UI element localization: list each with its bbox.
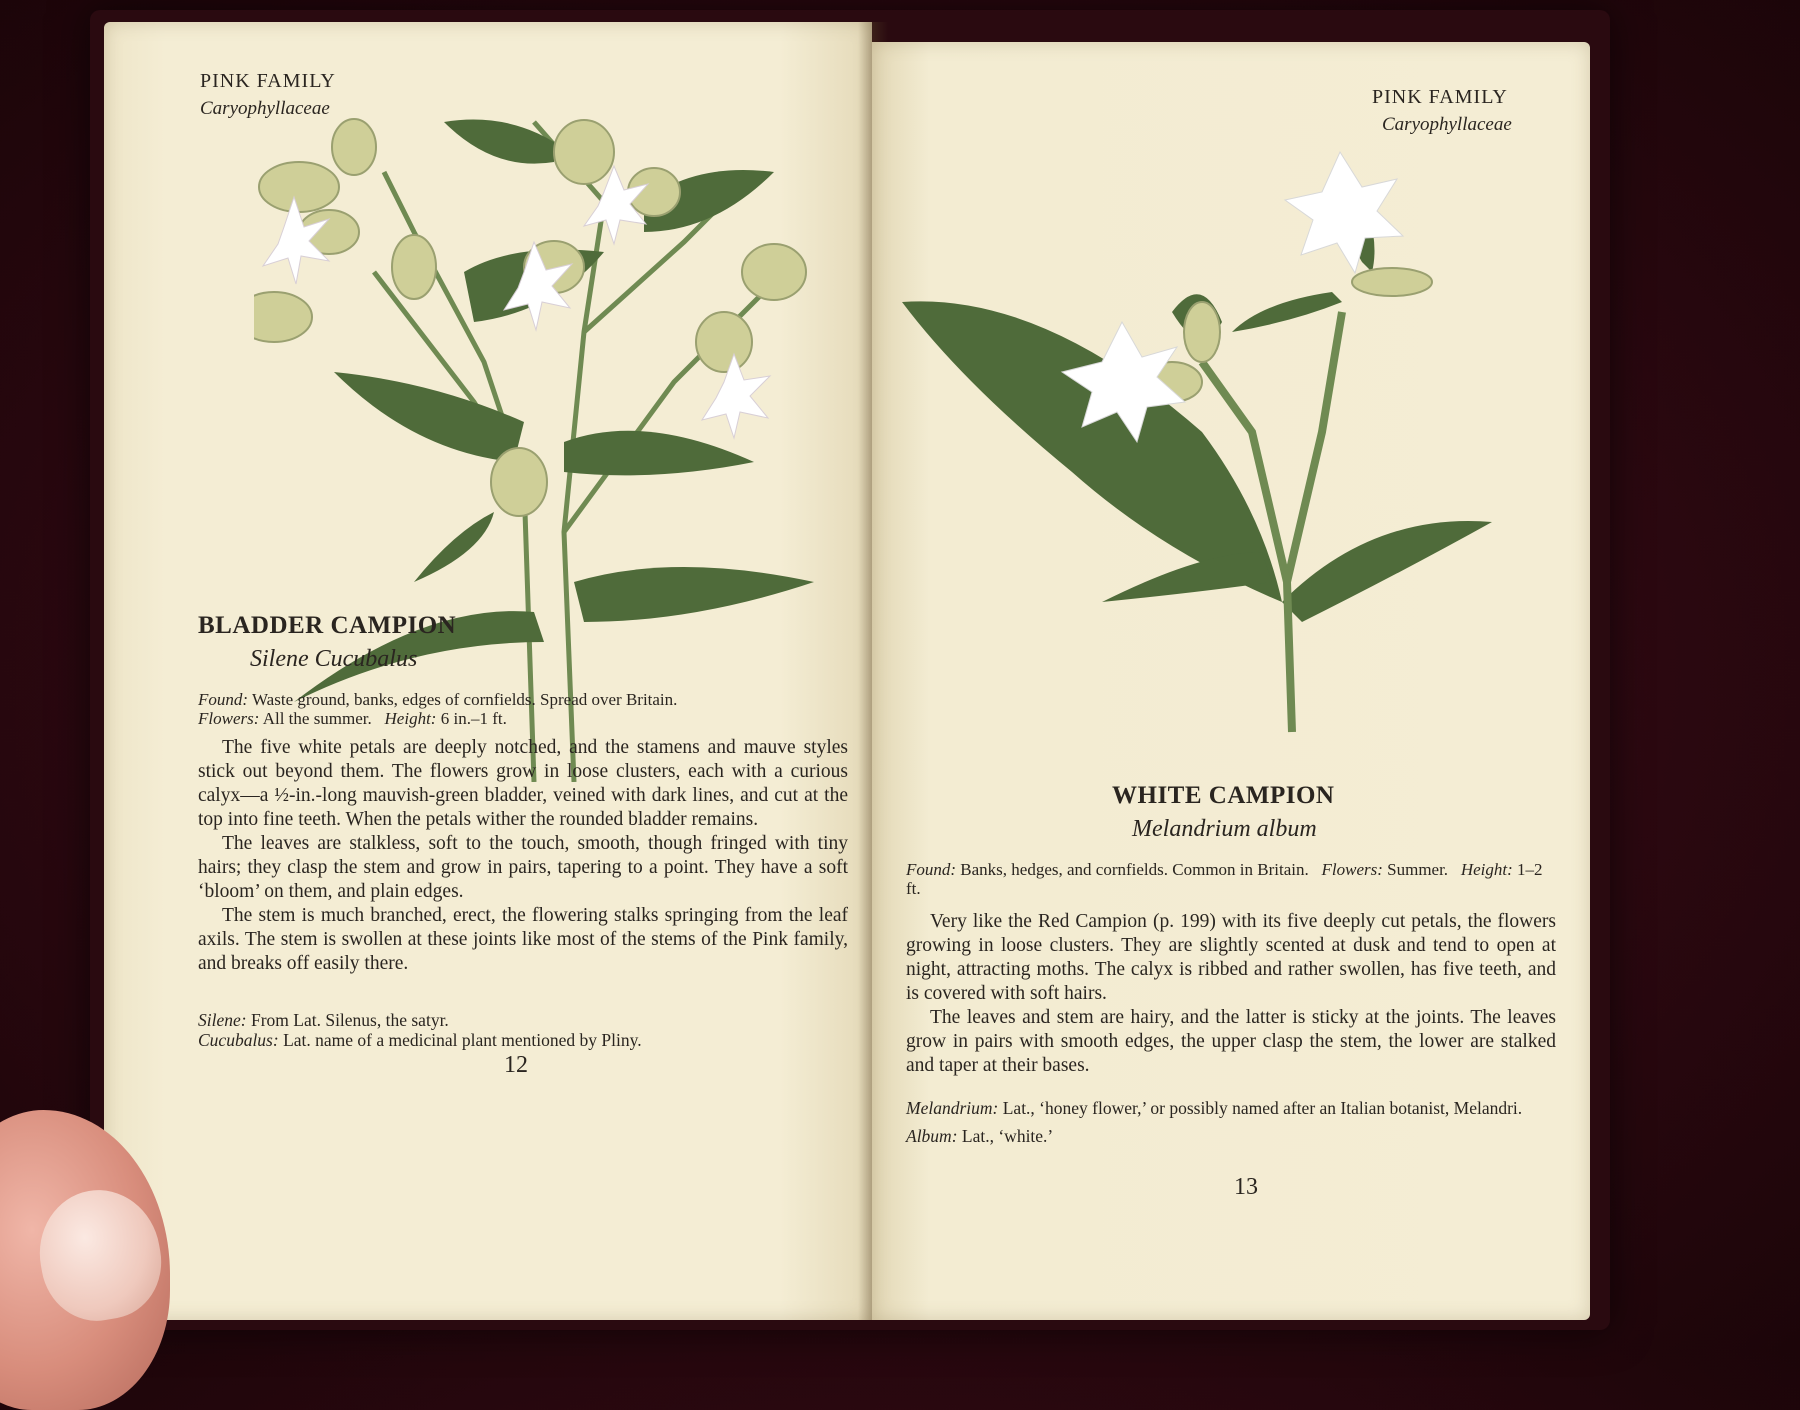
left-page [104,22,872,1320]
right-found-label: Found: [906,860,957,879]
right-note-text: Lat., ‘honey flower,’ or possibly named after an Italian botanist, Melandri. [1002,1098,1523,1118]
right-description [906,910,1556,1078]
left-note-label: Silene: [198,1010,247,1030]
left-found-label: Found: [198,690,249,709]
left-note-text: Lat. name of a medicinal plant mentioned by Pliny. [283,1030,642,1050]
left-paragraph: The leaves are stalkless, soft to the touch, smooth, though fringed with tiny hairs; they clasp the stem and grow in pairs, tapering to a point. They have a soft ‘bloom’ on them, and plain edges. [198,833,848,902]
left-height-text: 6 in.–1 ft. [440,709,507,728]
right-meta [906,860,1556,898]
left-description [198,736,848,976]
left-flowers-label: Flowers: [198,709,260,728]
right-note [906,1098,1556,1118]
right-note-label: Album: [906,1126,958,1146]
right-plant-title: WHITE CAMPION [1112,782,1335,809]
right-plant-species: Melandrium album [1132,816,1317,842]
left-paragraph: The five white petals are deeply notched, and the stamens and mauve styles stick out beyond them. The flowers grow in loose clusters, each with a curious calyx—a ½-in.-long mauvish-green bladder, veined with dark lines, and cut at the top into fine teeth. When the petals wither the rounded bladder remains. [198,737,848,830]
right-page-number: 13 [1234,1174,1258,1200]
bladder-campion-illustration [254,82,874,782]
right-height-text: 1–2 ft. [906,860,1543,898]
left-note [198,1010,848,1030]
left-note [198,1030,848,1050]
right-family-latin: Caryophyllaceae [1382,114,1512,135]
left-family-heading: PINK FAMILY [200,70,336,92]
left-height-label: Height: [384,709,437,728]
left-meta [198,690,848,728]
right-note [906,1126,1556,1146]
left-page-number: 12 [504,1052,528,1078]
right-family-heading: PINK FAMILY [1372,86,1508,108]
right-flowers-text: Summer. [1387,860,1449,879]
right-height-label: Height: [1460,860,1513,879]
left-note-text: From Lat. Silenus, the satyr. [250,1010,449,1030]
right-found-text: Banks, hedges, and cornfields. Common in Britain. [960,860,1309,879]
white-campion-illustration [902,132,1542,752]
left-plant-species: Silene Cucubalus [250,646,418,672]
right-notes [906,1098,1556,1146]
left-plant-title: BLADDER CAMPION [198,612,457,639]
left-paragraph: The stem is much branched, erect, the flowering stalks springing from the leaf axils. The stem is swollen at these joints like most of the stems of the Pink family, and breaks off easily there. [198,905,848,974]
left-flowers-text: All the summer. [262,709,372,728]
right-page [872,42,1590,1320]
left-found-text: Waste ground, banks, edges of cornfields. Spread over Britain. [252,690,678,709]
right-flowers-label: Flowers: [1321,860,1383,879]
right-note-text: Lat., ‘white.’ [961,1126,1054,1146]
right-paragraph: Very like the Red Campion (p. 199) with its five deeply cut petals, the flowers growing in loose clusters. They are slightly scented at dusk and tend to open at night, attracting moths. The calyx is ribbed and rather swollen, has five teeth, and is covered with soft hairs. [906,911,1556,1004]
right-note-label: Melandrium: [906,1098,999,1118]
left-note-label: Cucubalus: [198,1030,279,1050]
left-family-latin: Caryophyllaceae [200,98,330,119]
right-paragraph: The leaves and stem are hairy, and the latter is sticky at the joints. The leaves grow in pairs with smooth edges, the upper clasp the stem, the lower are stalked and taper at their bases. [906,1007,1556,1076]
left-notes [198,1010,848,1050]
